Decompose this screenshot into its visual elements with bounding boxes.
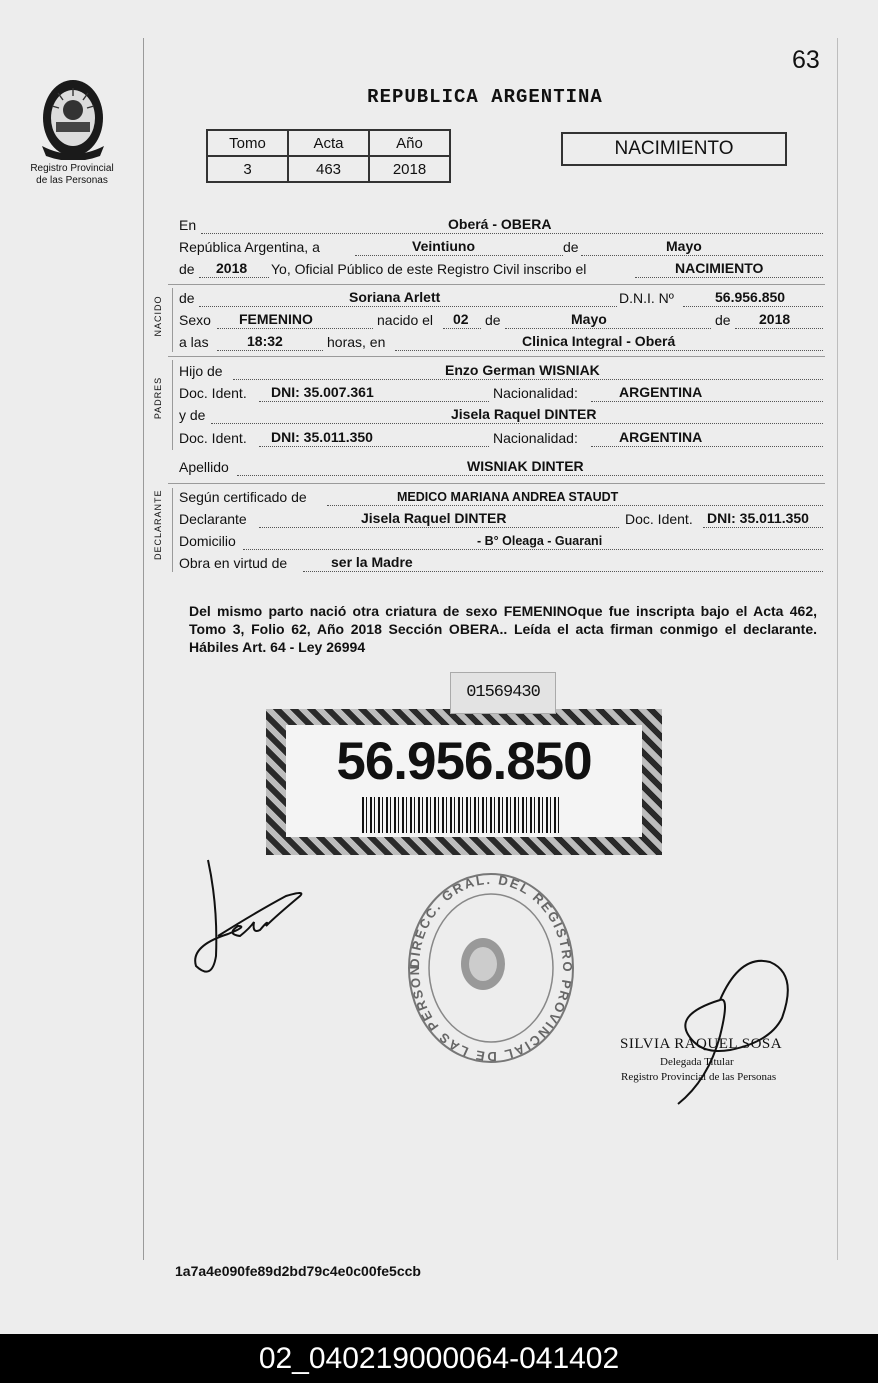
- registration-month: Mayo: [666, 238, 702, 254]
- document-type-box: NACIMIENTO: [561, 132, 787, 166]
- declarant-doc: DNI: 35.011.350: [707, 510, 809, 526]
- reference-table: [206, 129, 451, 183]
- value-tomo: 3: [207, 156, 288, 182]
- dni-sticker: [266, 709, 662, 855]
- father-name: Enzo German WISNIAK: [445, 362, 600, 378]
- province-coat-of-arms-icon: [34, 74, 112, 160]
- label-doc-ident-3: Doc. Ident.: [625, 511, 693, 527]
- label-dni: D.N.I. Nº: [619, 290, 674, 306]
- father-doc: DNI: 35.007.361: [271, 384, 374, 400]
- label-nacido-el: nacido el: [377, 312, 434, 328]
- birth-time: 18:32: [247, 333, 283, 349]
- birth-month: Mayo: [571, 311, 607, 327]
- birth-place: Clinica Integral - Oberá: [522, 333, 676, 349]
- registry-caption-line1: Registro Provincial: [30, 163, 114, 174]
- mother-name: Jisela Raquel DINTER: [451, 406, 597, 422]
- label-a-las: a las: [179, 334, 209, 350]
- section-label-declarante: DECLARANTE: [153, 489, 163, 560]
- label-de: de: [563, 239, 579, 255]
- official-seal: [403, 868, 579, 1068]
- label-hijo-de: Hijo de: [179, 363, 223, 379]
- line-certificate: [179, 486, 823, 508]
- page-number: 63: [792, 46, 820, 74]
- registration-day: Veintiuno: [412, 238, 475, 254]
- value-anio: 2018: [369, 156, 450, 182]
- label-apellido: Apellido: [179, 459, 229, 475]
- section-label-nacido: NACIDO: [153, 295, 163, 337]
- label-domicilio: Domicilio: [179, 533, 236, 549]
- child-sex: FEMENINO: [239, 311, 313, 327]
- label-de-month: de: [485, 312, 501, 328]
- label-en: En: [179, 217, 197, 233]
- line-mother-doc: [179, 427, 823, 449]
- registration-year: 2018: [216, 260, 248, 276]
- line-year: [179, 258, 823, 280]
- mother-nationality: ARGENTINA: [619, 429, 703, 445]
- registration-note: Del mismo parto nació otra criatura de sexo FEMENINOque fue inscripta bajo el Acta 462, Tomo 3, Folio 62, Año 2018 Sección OBERA.. Leída el acta firman conmigo el declarante. Hábiles Art. 64 - Ley 26994: [189, 603, 817, 655]
- act-type: NACIMIENTO: [675, 260, 764, 276]
- label-official: Yo, Oficial Público de este Registro Civil inscribo el: [271, 261, 587, 277]
- official-signature: [660, 956, 800, 1106]
- father-nationality: ARGENTINA: [619, 384, 703, 400]
- line-child-sex: [179, 309, 823, 331]
- label-horas-en: horas, en: [327, 334, 386, 350]
- label-declarante: Declarante: [179, 511, 247, 527]
- line-declarant: [179, 508, 823, 530]
- line-mother: [179, 404, 823, 426]
- dni-sticker-number: 56.956.850: [336, 732, 592, 791]
- label-obra-en-virtud: Obra en virtud de: [179, 555, 288, 571]
- child-name: Soriana Arlett: [349, 289, 441, 305]
- label-de-child: de: [179, 290, 195, 306]
- document-hash: 1a7a4e090fe89d2bd79c4e0c00fe5ccb: [175, 1263, 421, 1279]
- right-margin-line: [837, 38, 838, 1260]
- footer-bar: [0, 1334, 878, 1383]
- footer-code: 02_040219000064-041402: [258, 1342, 620, 1375]
- serial-number: 01569430: [450, 672, 556, 714]
- label-segun-certificado: Según certificado de: [179, 489, 307, 505]
- registry-caption-line2: de las Personas: [36, 175, 108, 186]
- declarant-address: - B° Oleaga - Guarani: [477, 534, 603, 548]
- label-nacionalidad: Nacionalidad:: [493, 385, 578, 401]
- label-y-de: y de: [179, 407, 206, 423]
- birth-year: 2018: [759, 311, 791, 327]
- declarant-name: Jisela Raquel DINTER: [361, 510, 507, 526]
- mother-doc: DNI: 35.011.350: [271, 429, 373, 445]
- label-sexo: Sexo: [179, 312, 211, 328]
- page-title: REPUBLICA ARGENTINA: [367, 86, 603, 108]
- line-child-time: [179, 331, 823, 353]
- declarant-capacity: ser la Madre: [331, 554, 413, 570]
- declarant-signature: [188, 856, 308, 976]
- label-doc-ident-2: Doc. Ident.: [179, 430, 247, 446]
- header-tomo: Tomo: [207, 130, 288, 156]
- header-anio: Año: [369, 130, 450, 156]
- barcode-icon: [362, 797, 562, 833]
- birth-registration-place: Oberá - OBERA: [448, 216, 552, 232]
- line-place: [179, 214, 823, 236]
- birth-day: 02: [453, 311, 469, 327]
- registry-caption: [20, 163, 124, 187]
- label-de-year: de: [715, 312, 731, 328]
- official-role: Delegada Titular: [660, 1056, 734, 1068]
- official-name: SILVIA RAQUEL SOSA: [620, 1036, 783, 1052]
- section-label-padres: PADRES: [153, 376, 163, 420]
- left-margin-line: [143, 38, 144, 1260]
- official-office: Registro Provincial de las Personas: [621, 1071, 777, 1083]
- certificate-issuer: MEDICO MARIANA ANDREA STAUDT: [397, 490, 619, 504]
- header-acta: Acta: [288, 130, 369, 156]
- child-dni: 56.956.850: [715, 289, 786, 305]
- label-nacionalidad-2: Nacionalidad:: [493, 430, 578, 446]
- value-acta: 463: [288, 156, 369, 182]
- label-de-2: de: [179, 261, 195, 277]
- line-child-name: [179, 287, 823, 309]
- line-father-doc: [179, 382, 823, 404]
- label-country: República Argentina, a: [179, 239, 320, 255]
- label-doc-ident: Doc. Ident.: [179, 385, 247, 401]
- seal-text: DIRECC. GRAL. DEL REGISTRO PROVINCIAL DE LAS PERSON: [406, 871, 576, 1065]
- line-surname: [179, 456, 823, 478]
- child-surname: WISNIAK DINTER: [467, 458, 584, 474]
- line-capacity: [179, 552, 823, 574]
- line-date: [179, 236, 823, 258]
- line-father: [179, 360, 823, 382]
- line-address: [179, 530, 823, 552]
